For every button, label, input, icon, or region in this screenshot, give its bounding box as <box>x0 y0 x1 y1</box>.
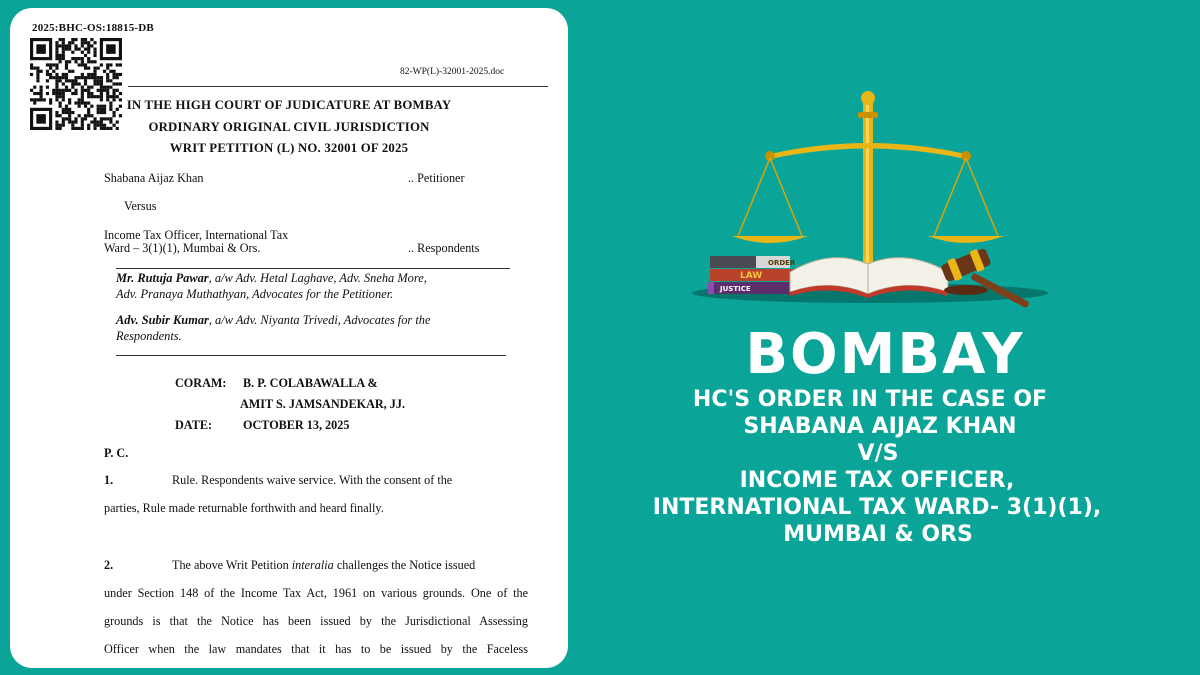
counsel-respondent-name: Adv. Subir Kumar <box>116 313 209 327</box>
document-identifier: 2025:BHC-OS:18815-DB <box>32 22 154 34</box>
headline-line: INTERNATIONAL TAX WARD- 3(1)(1), <box>652 495 1102 520</box>
para-2-text-italic: interalia <box>291 558 334 572</box>
file-name: 82-WP(L)-32001-2025.doc <box>400 67 505 77</box>
headline-line: MUMBAI & ORS <box>783 522 973 547</box>
coram-judge-2: AMIT S. JAMSANDEKAR, JJ. <box>240 397 405 411</box>
book-label-law: LAW <box>740 271 763 281</box>
date-label: DATE: <box>175 418 213 432</box>
respondent-role: .. Respondents <box>408 241 480 255</box>
para-2-line-2: under Section 148 of the Income Tax Act, 1961 on various grounds. One of the <box>104 586 528 600</box>
header-rule <box>128 86 548 87</box>
judgment-document <box>10 8 568 668</box>
headline-panel <box>570 0 1200 675</box>
para-1-line-1: Rule. Respondents waive service. With the consent of the <box>172 473 453 487</box>
counsel-respondent-line2: Respondents. <box>116 329 182 343</box>
parties-rule <box>116 268 510 269</box>
headline-subtitle <box>570 386 1200 548</box>
justice-scale-illustration <box>680 88 1050 310</box>
counsel-respondent-rest: , a/w Adv. Niyanta Trivedi, Advocates for the <box>208 313 431 327</box>
counsel-petitioner-name: Mr. Rutuja Pawar <box>116 271 209 285</box>
book-label-justice: JUSTICE <box>720 285 751 293</box>
qr-code <box>30 38 122 130</box>
counsel-petitioner <box>116 270 506 302</box>
per-curiam: P. C. <box>104 446 129 460</box>
para-1-line-2: parties, Rule made returnable forthwith and heard finally. <box>104 501 384 515</box>
counsel-rule <box>116 355 506 356</box>
jurisdiction: ORDINARY ORIGINAL CIVIL JURISDICTION <box>148 120 430 134</box>
para-2-line-4: Officer when the law mandates that it has to be issued by the Faceless <box>104 642 528 656</box>
coram-judge-1: B. P. COLABAWALLA & <box>243 376 378 390</box>
headline-line: HC'S ORDER IN THE CASE OF <box>692 387 1048 412</box>
law-books-stack <box>708 256 796 294</box>
para-2-number: 2. <box>104 558 114 572</box>
versus-label: Versus <box>124 199 157 213</box>
date-value: OCTOBER 13, 2025 <box>243 418 350 432</box>
para-1-number: 1. <box>104 473 114 487</box>
para-2-text-a: The above Writ Petition <box>172 558 289 572</box>
para-2-line-3: grounds is that the Notice has been issued by the Jurisdictional Assessing <box>104 614 528 628</box>
counsel-respondent <box>116 312 511 344</box>
counsel-petitioner-rest: , a/w Adv. Hetal Laghave, Adv. Sneha More, <box>208 271 427 285</box>
para-2-line-1 <box>172 551 528 579</box>
respondent-line-2: Ward – 3(1)(1), Mumbai & Ors. <box>104 241 261 255</box>
headline-line: V/S <box>857 441 899 466</box>
petitioner-name: Shabana Aijaz Khan <box>104 171 204 185</box>
petitioner-role: .. Petitioner <box>408 171 465 185</box>
petition-number: WRIT PETITION (L) NO. 32001 OF 2025 <box>169 141 409 155</box>
book-label-order: ORDER <box>768 259 796 267</box>
counsel-petitioner-line2: Adv. Pranaya Muthathyan, Advocates for the Petitioner. <box>116 287 394 301</box>
para-2-text-c: challenges the Notice issued <box>336 558 476 572</box>
headline-title: BOMBAY <box>745 322 1025 387</box>
headline-line: INCOME TAX OFFICER, <box>739 468 1015 493</box>
respondent-line-1: Income Tax Officer, International Tax <box>104 228 289 242</box>
headline-line: SHABANA AIJAZ KHAN <box>743 414 1017 439</box>
coram-label: CORAM: <box>175 376 227 390</box>
court-name: IN THE HIGH COURT OF JUDICATURE AT BOMBAY <box>126 98 452 112</box>
